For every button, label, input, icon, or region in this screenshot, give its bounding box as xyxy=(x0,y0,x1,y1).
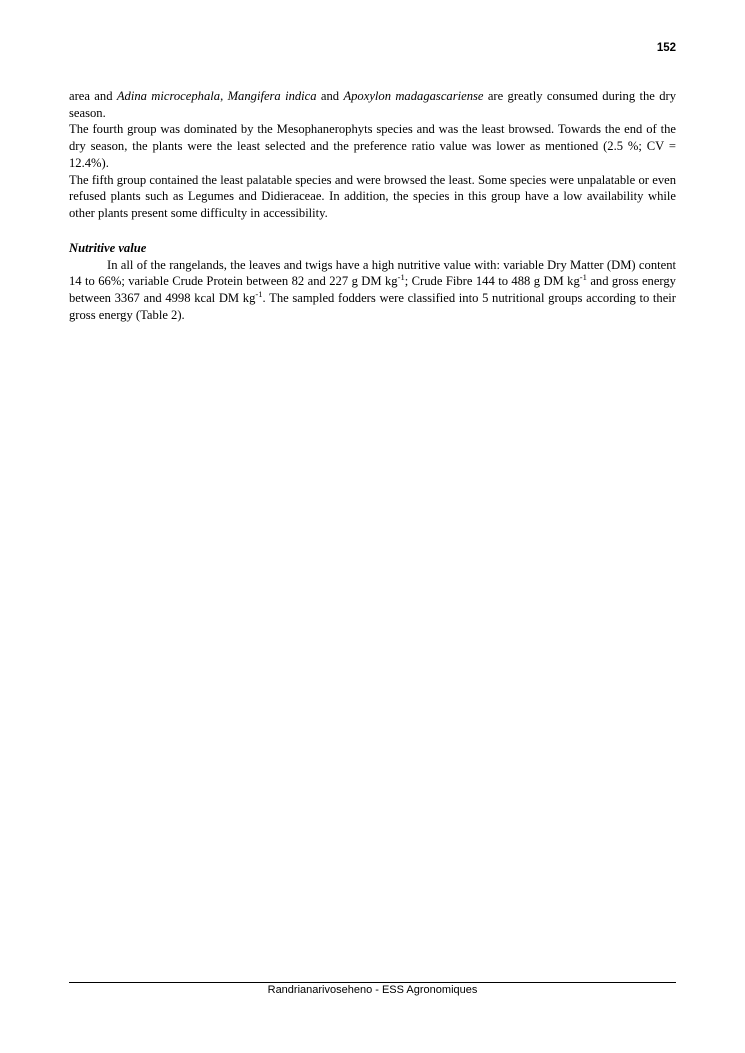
species-apoxylon-madagascariense: Apoxylon madagascariense xyxy=(343,89,484,103)
superscript-1: -1 xyxy=(397,272,405,283)
nutritive-text-d: . The sampled fodders were classified into 5 nutritional groups according to their gross energy (Table 2). xyxy=(69,291,676,322)
paragraph-1 xyxy=(69,88,676,121)
superscript-3: -1 xyxy=(255,288,263,299)
superscript-2: -1 xyxy=(579,272,587,283)
footer-divider xyxy=(69,982,676,983)
page-content xyxy=(69,88,676,324)
paragraph-1-segment-3: , xyxy=(220,89,228,103)
paragraph-nutritive-value xyxy=(69,257,676,324)
paragraph-2: The fourth group was dominated by the Mesophanerophyts species and was the least browsed. Towards the end of the dry season, the plants were the least selected and the preference ratio value was lower as mentioned (2.5 %; CV = 12.4%). xyxy=(69,122,676,170)
paragraph-3: The fifth group contained the least palatable species and were browsed the least. Some species were unpalatable or even refused plants such as Legumes and Didieraceae. In addition, the species in this group have a low availability while other plants present some difficulty in accessibility. xyxy=(69,172,676,221)
nutritive-text-b: ; Crude Fibre 144 to 488 g DM kg xyxy=(404,274,580,289)
nutritive-text-a: In all of the rangelands, the leaves and twigs have a high nutritive value with: variable Dry Matter (DM) content 14 to 66%; variable Crude Protein between 82 and 227 g DM kg xyxy=(69,257,676,289)
paragraph-1-segment-7: are greatly consumed during the dry season. xyxy=(69,89,677,120)
nutritive-text-c: and gross energy between 3367 and 4998 kcal DM kg xyxy=(69,274,676,306)
page-number: 152 xyxy=(656,42,676,54)
paragraph-1-segment-5: and xyxy=(316,89,344,103)
species-mangifera-indica: Mangifera indica xyxy=(227,89,317,103)
species-adina-microcephala: Adina microcephala xyxy=(116,89,221,103)
section-heading-nutritive-value: Nutritive value xyxy=(69,240,147,255)
footer-text: Randrianarivoseheno - ESS Agronomiques xyxy=(267,984,478,996)
paragraph-1-segment-1: area and xyxy=(69,89,117,103)
